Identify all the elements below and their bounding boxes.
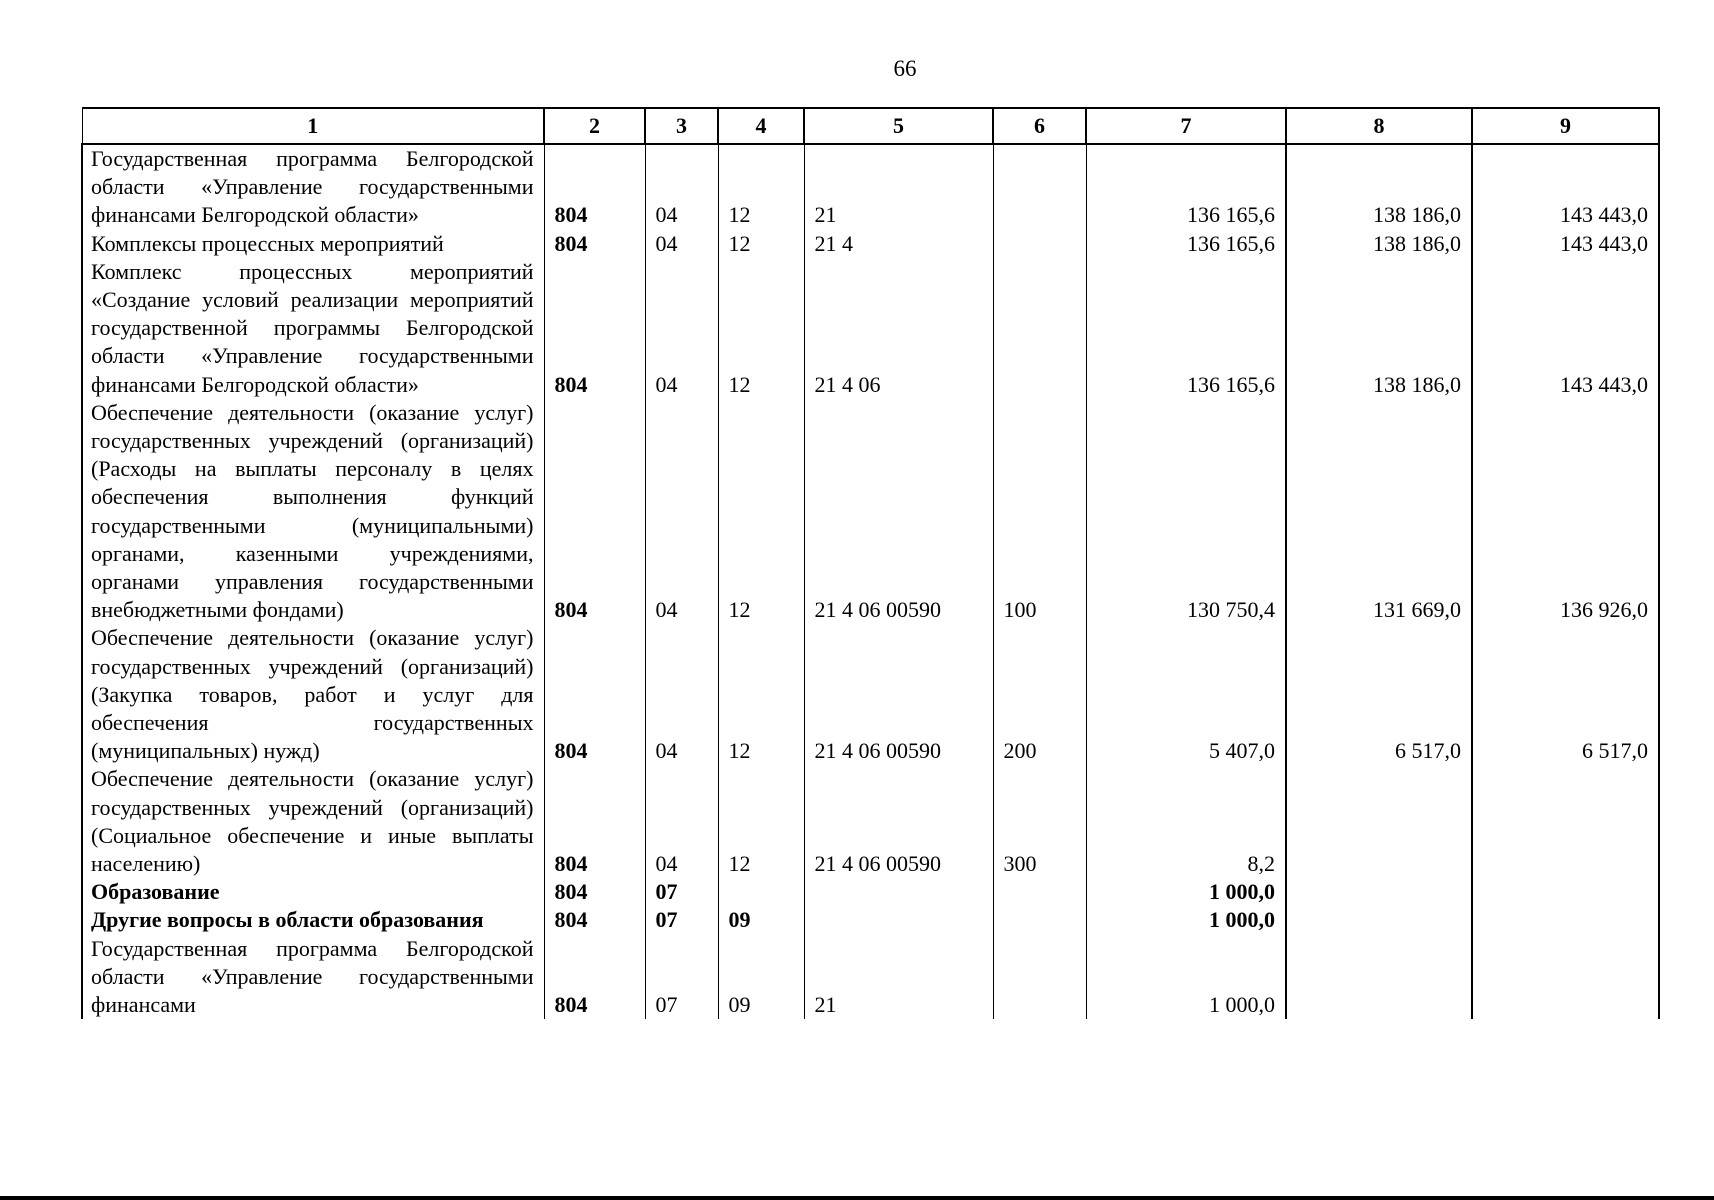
row-expense-type: 300 — [993, 765, 1086, 878]
budget-table — [81, 107, 1660, 1019]
page-number: 66 — [893, 56, 917, 81]
row-amount-col8: 131 669,0 — [1286, 399, 1472, 625]
header-col-1: 1 — [82, 108, 544, 144]
row-subsection: 12 — [718, 258, 804, 399]
row-admin-code: 804 — [544, 230, 645, 258]
table-row — [82, 230, 1659, 258]
row-name: Другие вопросы в области образования — [82, 906, 544, 934]
row-admin-code: 804 — [544, 878, 645, 906]
row-target-article: 21 4 06 00590 — [804, 399, 993, 625]
row-target-article: 21 — [804, 935, 993, 1020]
row-target-article: 21 — [804, 144, 993, 230]
row-expense-type — [993, 906, 1086, 934]
row-target-article: 21 4 06 00590 — [804, 624, 993, 765]
row-expense-type — [993, 878, 1086, 906]
row-amount-col7: 1 000,0 — [1086, 935, 1286, 1020]
row-section: 07 — [645, 906, 718, 934]
row-subsection: 12 — [718, 399, 804, 625]
header-col-2: 2 — [544, 108, 645, 144]
row-expense-type: 200 — [993, 624, 1086, 765]
table-row — [82, 144, 1659, 230]
row-name: Обеспечение деятельности (оказание услуг) государственных учреждений (организаций) (Расходы на выплаты персоналу в целях обеспечения выполнения функций государственными (муниципальными) органами, казенными учреждениями, органами управления государственными внебюджетными фондами) — [82, 399, 544, 625]
header-col-3: 3 — [645, 108, 718, 144]
row-amount-col7: 136 165,6 — [1086, 230, 1286, 258]
row-name: Государственная программа Белгородской области «Управление государственными финансами — [82, 935, 544, 1020]
row-target-article — [804, 878, 993, 906]
row-section: 04 — [645, 258, 718, 399]
row-amount-col8: 6 517,0 — [1286, 624, 1472, 765]
row-subsection: 12 — [718, 765, 804, 878]
row-expense-type: 100 — [993, 399, 1086, 625]
row-expense-type — [993, 144, 1086, 230]
row-section: 04 — [645, 399, 718, 625]
row-name: Государственная программа Белгородской области «Управление государственными финансами Белгородской области» — [82, 144, 544, 230]
row-expense-type — [993, 935, 1086, 1020]
row-amount-col9: 143 443,0 — [1472, 258, 1659, 399]
row-target-article: 21 4 — [804, 230, 993, 258]
header-col-9: 9 — [1472, 108, 1659, 144]
row-admin-code: 804 — [544, 906, 645, 934]
table-row — [82, 935, 1659, 1020]
row-subsection: 09 — [718, 935, 804, 1020]
row-amount-col7: 136 165,6 — [1086, 144, 1286, 230]
row-admin-code: 804 — [544, 144, 645, 230]
row-amount-col8: 138 186,0 — [1286, 258, 1472, 399]
row-amount-col7: 8,2 — [1086, 765, 1286, 878]
row-amount-col9 — [1472, 935, 1659, 1020]
table-row — [82, 258, 1659, 399]
row-target-article — [804, 906, 993, 934]
row-subsection — [718, 878, 804, 906]
table-row — [82, 878, 1659, 906]
table-row — [82, 765, 1659, 878]
table-header-row — [82, 108, 1659, 144]
row-amount-col9: 143 443,0 — [1472, 230, 1659, 258]
row-section: 04 — [645, 144, 718, 230]
row-amount-col8: 138 186,0 — [1286, 144, 1472, 230]
row-admin-code: 804 — [544, 765, 645, 878]
row-subsection: 09 — [718, 906, 804, 934]
row-amount-col7: 1 000,0 — [1086, 906, 1286, 934]
row-amount-col7: 136 165,6 — [1086, 258, 1286, 399]
row-name: Обеспечение деятельности (оказание услуг) государственных учреждений (организаций) (Закупка товаров, работ и услуг для обеспечения государственных (муниципальных) нужд) — [82, 624, 544, 765]
row-amount-col8: 138 186,0 — [1286, 230, 1472, 258]
row-name: Комплексы процессных мероприятий — [82, 230, 544, 258]
table-row — [82, 624, 1659, 765]
row-expense-type — [993, 258, 1086, 399]
row-amount-col9: 6 517,0 — [1472, 624, 1659, 765]
row-amount-col8 — [1286, 935, 1472, 1020]
header-col-6: 6 — [993, 108, 1086, 144]
row-amount-col7: 1 000,0 — [1086, 878, 1286, 906]
header-col-4: 4 — [718, 108, 804, 144]
table-body — [82, 144, 1659, 1019]
row-admin-code: 804 — [544, 624, 645, 765]
header-col-5: 5 — [804, 108, 993, 144]
row-amount-col9 — [1472, 878, 1659, 906]
row-amount-col8 — [1286, 878, 1472, 906]
row-section: 07 — [645, 935, 718, 1020]
table-row — [82, 906, 1659, 934]
row-target-article: 21 4 06 00590 — [804, 765, 993, 878]
row-subsection: 12 — [718, 624, 804, 765]
row-section: 04 — [645, 230, 718, 258]
row-amount-col9 — [1472, 906, 1659, 934]
row-amount-col9 — [1472, 765, 1659, 878]
row-admin-code: 804 — [544, 399, 645, 625]
row-amount-col8 — [1286, 906, 1472, 934]
header-col-7: 7 — [1086, 108, 1286, 144]
row-name: Комплекс процессных мероприятий «Создание условий реализации мероприятий государственной программы Белгородской области «Управление государственными финансами Белгородской области» — [82, 258, 544, 399]
row-section: 07 — [645, 878, 718, 906]
row-amount-col8 — [1286, 765, 1472, 878]
table-row — [82, 399, 1659, 625]
row-amount-col7: 130 750,4 — [1086, 399, 1286, 625]
page-bottom-edge — [0, 1196, 1714, 1200]
row-section: 04 — [645, 765, 718, 878]
header-col-8: 8 — [1286, 108, 1472, 144]
row-name: Образование — [82, 878, 544, 906]
row-expense-type — [993, 230, 1086, 258]
row-amount-col9: 136 926,0 — [1472, 399, 1659, 625]
row-amount-col9: 143 443,0 — [1472, 144, 1659, 230]
row-target-article: 21 4 06 — [804, 258, 993, 399]
row-subsection: 12 — [718, 230, 804, 258]
row-amount-col7: 5 407,0 — [1086, 624, 1286, 765]
row-admin-code: 804 — [544, 258, 645, 399]
row-section: 04 — [645, 624, 718, 765]
row-name: Обеспечение деятельности (оказание услуг) государственных учреждений (организаций) (Социальное обеспечение и иные выплаты населению) — [82, 765, 544, 878]
row-subsection: 12 — [718, 144, 804, 230]
row-admin-code: 804 — [544, 935, 645, 1020]
